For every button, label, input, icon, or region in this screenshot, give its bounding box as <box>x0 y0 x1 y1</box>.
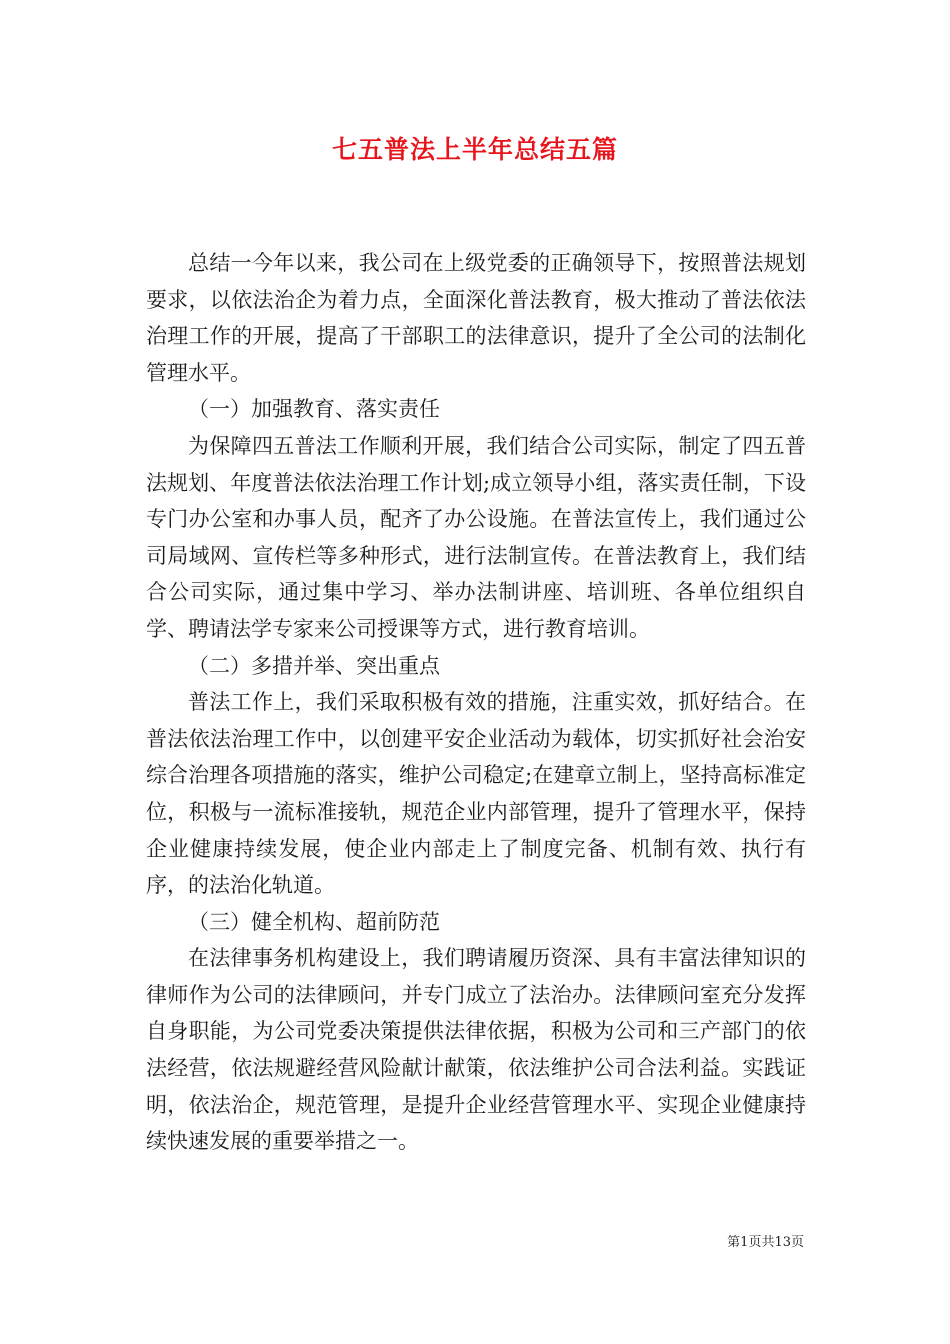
paragraph-section-1: 为保障四五普法工作顺利开展，我们结合公司实际，制定了四五普法规划、年度普法依法治理工作计划;成立领导小组，落实责任制，下设专门办公室和办事人员，配齐了办公设施。在普法宣传上，我们通过公司局域网、宣传栏等多种形式，进行法制宣传。在普法教育上，我们结合公司实际，通过集中学习、举办法制讲座、培训班、各单位组织自学、聘请法学专家来公司授课等方式，进行教育培训。 <box>146 433 806 641</box>
paragraph-section-3: 在法律事务机构建设上，我们聘请履历资深、具有丰富法律知识的律师作为公司的法律顾问，并专门成立了法治办。法律顾问室充分发挥自身职能，为公司党委决策提供法律依据，积极为公司和三产部门的依法经营，依法规避经营风险献计献策，依法维护公司合法利益。实践证明，依法治企，规范管理，是提升企业经营管理水平、实现企业健康持续快速发展的重要举措之一。 <box>146 946 806 1154</box>
page-number-footer: 第1页共13页 <box>727 1235 804 1250</box>
document-body <box>146 245 806 1160</box>
section-heading-1: （一）加强教育、落实责任 <box>188 397 440 422</box>
document-title: 七五普法上半年总结五篇 <box>331 135 618 164</box>
section-heading-3: （三）健全机构、超前防范 <box>188 909 440 934</box>
section-heading-2: （二）多措并举、突出重点 <box>188 653 440 678</box>
paragraph-section-2: 普法工作上，我们采取积极有效的措施，注重实效，抓好结合。在普法依法治理工作中，以创建平安企业活动为载体，切实抓好社会治安综合治理各项措施的落实，维护公司稳定;在建章立制上，坚持高标准定位，积极与一流标准接轨，规范企业内部管理，提升了管理水平，保持企业健康持续发展，使企业内部走上了制度完备、机制有效、执行有序，的法治化轨道。 <box>146 690 806 898</box>
paragraph-intro: 总结一今年以来，我公司在上级党委的正确领导下，按照普法规划要求，以依法治企为着力点，全面深化普法教育，极大推动了普法依法治理工作的开展，提高了干部职工的法律意识，提升了全公司的法制化管理水平。 <box>146 251 806 385</box>
